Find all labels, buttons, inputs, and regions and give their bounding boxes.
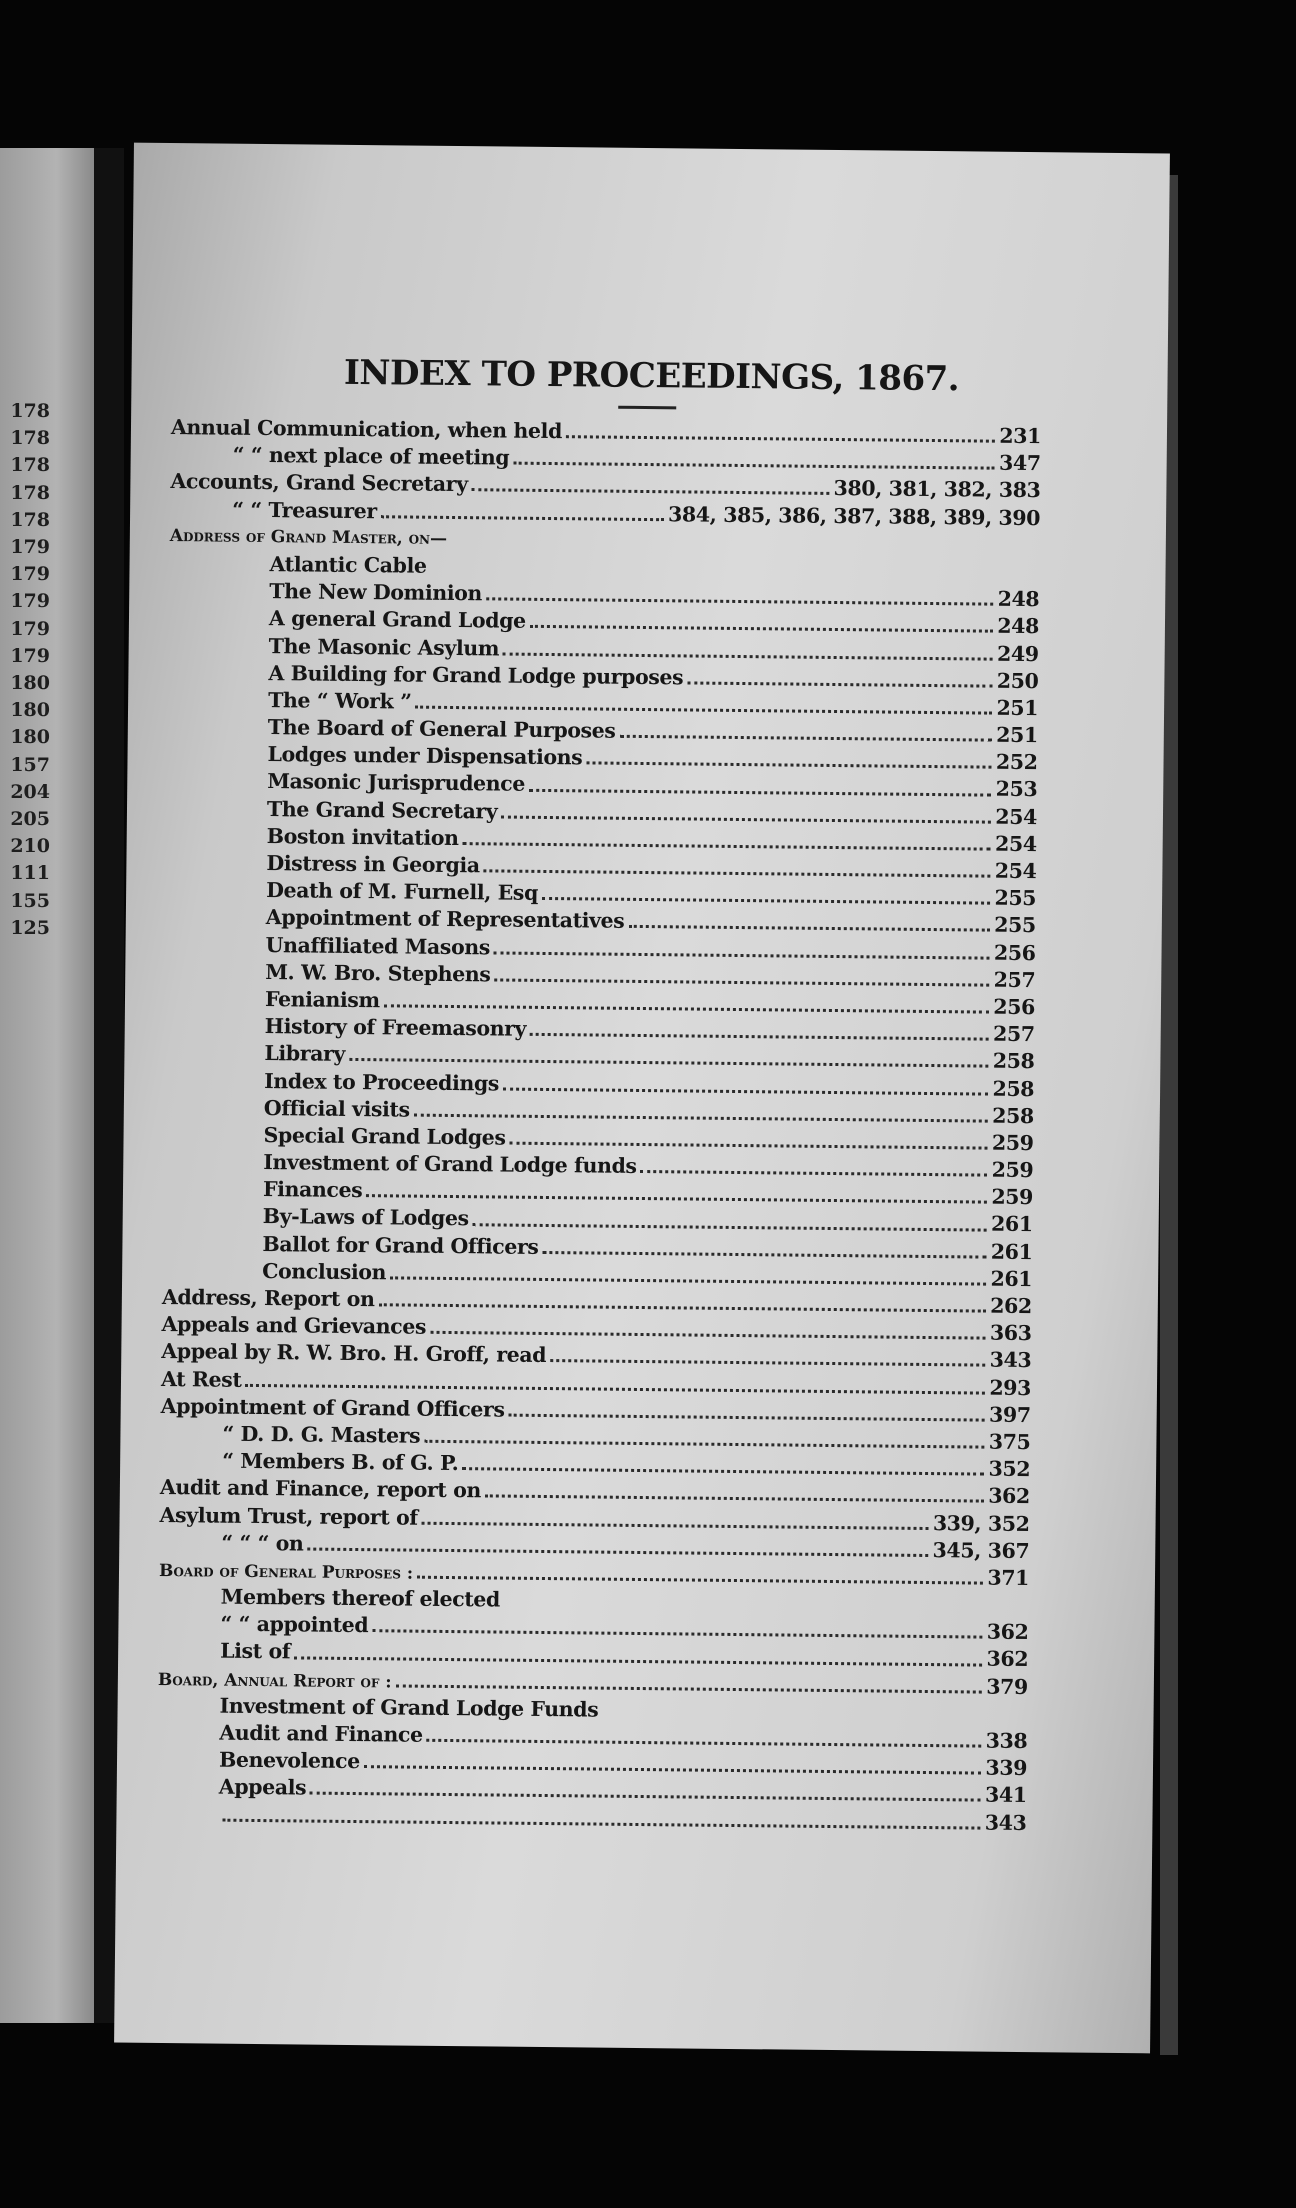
index-entry-label: Appeals and Grievances: [161, 1312, 427, 1339]
index-entry-page: 248: [997, 586, 1040, 612]
index-entry-page: 258: [992, 1076, 1035, 1101]
dot-leader: [484, 869, 991, 877]
index-entry-label: “ D. D. G. Masters: [222, 1421, 421, 1448]
dot-leader: [414, 1113, 989, 1122]
left-page-number: 178: [10, 454, 50, 477]
index-entry-label: Death of M. Furnell, Esq: [266, 878, 539, 906]
index-entry-page: 259: [991, 1157, 1034, 1183]
dot-leader: [349, 1058, 989, 1068]
index-entry-label: Index to Proceedings: [264, 1068, 500, 1096]
index-entry-label: Ballot for Grand Officers: [262, 1231, 539, 1259]
dot-leader: [566, 435, 995, 442]
index-entry-label: Masonic Jurisprudence: [267, 769, 526, 797]
dot-leader: [416, 706, 993, 715]
index-entry-label: Unaffiliated Masons: [265, 932, 491, 959]
index-entry-label: Appointment of Grand Officers: [160, 1393, 505, 1422]
dot-leader: [687, 681, 993, 687]
index-entry-page: 254: [994, 831, 1037, 856]
dot-leader: [508, 1413, 985, 1421]
dot-leader: [641, 1170, 988, 1177]
dot-leader: [431, 571, 1036, 577]
dot-leader: [628, 925, 990, 932]
dot-leader: [503, 652, 993, 660]
dot-leader: [451, 544, 1036, 550]
index-entry-label: Distress in Georgia: [266, 851, 480, 878]
index-entry-page: 262: [990, 1293, 1032, 1319]
index-entry-page: 341: [985, 1783, 1027, 1808]
dot-leader: [417, 1576, 983, 1585]
index-entry-label: Accounts, Grand Secretary: [170, 469, 468, 497]
dot-leader: [384, 1004, 990, 1013]
index-entry-page: 362: [988, 1483, 1030, 1509]
index-entry-label: “ “ next place of meeting: [232, 442, 510, 470]
dot-leader: [504, 1605, 1025, 1610]
dot-leader: [501, 815, 991, 823]
dot-leader: [378, 1303, 986, 1312]
dot-leader: [463, 842, 992, 851]
dot-leader: [462, 1467, 984, 1475]
index-entry-page: 384, 385, 386, 387, 388, 389, 390: [667, 501, 1041, 530]
dot-leader: [430, 1331, 986, 1340]
index-entry-page: 259: [991, 1184, 1034, 1210]
dot-leader: [485, 1495, 984, 1503]
index-entry-page: 259: [991, 1130, 1034, 1155]
index-entry-label: Audit and Finance: [219, 1720, 423, 1747]
left-page-number: 180: [10, 699, 50, 722]
dot-leader: [602, 1715, 1023, 1719]
index-entry-label: At Rest: [160, 1366, 242, 1392]
index-entry-label: “ Members B. of G. P.: [222, 1448, 459, 1476]
index-entry-label: Address, Report on: [161, 1284, 375, 1312]
index-entry-page: 375: [988, 1429, 1031, 1455]
left-page-number: 180: [10, 726, 50, 749]
index-entry-label: List of: [220, 1639, 291, 1664]
title-rule: [618, 406, 676, 410]
index-entry-label: “ “ appointed: [220, 1611, 369, 1638]
index-entry-label: Appeals: [218, 1774, 307, 1800]
index-entry-page: 256: [993, 940, 1036, 965]
left-page-number: 179: [10, 536, 50, 559]
index-entry-label: Atlantic Cable: [269, 552, 427, 578]
index-entry-label: Appointment of Representatives: [265, 905, 625, 934]
index-entry-page: 250: [996, 668, 1039, 693]
index-entry-label: Library: [264, 1041, 346, 1067]
left-page-number: 180: [10, 672, 50, 695]
index-entry-label: The Masonic Asylum: [268, 633, 500, 660]
left-page-number: 205: [10, 808, 50, 831]
index-entry-label: Annual Communication, when held: [170, 415, 563, 444]
left-page-number: 179: [10, 563, 50, 586]
dot-leader: [310, 1792, 981, 1802]
dot-leader: [390, 1276, 986, 1285]
index-entry-page: 261: [990, 1239, 1033, 1264]
dot-leader: [530, 1033, 989, 1041]
dot-leader: [364, 1765, 982, 1774]
index-entry-label: A Building for Grand Lodge purposes: [268, 660, 684, 690]
index-entry-label: “ “ “ on: [221, 1530, 304, 1556]
index-entry-page: 352: [988, 1456, 1031, 1482]
dot-leader: [509, 1142, 987, 1150]
dot-leader: [396, 1684, 983, 1693]
index-entry-label: Special Grand Lodges: [263, 1122, 506, 1150]
index-entry-page: 254: [994, 858, 1037, 884]
dot-leader: [503, 1087, 989, 1095]
index-entry-label: Asylum Trust, report of: [159, 1502, 418, 1530]
index-page: [114, 143, 1170, 2054]
left-page-number: 155: [10, 889, 50, 912]
index-entry-label: Official visits: [263, 1095, 410, 1122]
index-entry-label: Investment of Grand Lodge Funds: [219, 1693, 599, 1722]
index-entry-page: 261: [990, 1212, 1033, 1237]
index-entry-page: 251: [996, 722, 1038, 748]
dot-leader: [550, 1360, 986, 1368]
index-entry-page: 255: [994, 913, 1036, 938]
dot-leader: [427, 1739, 982, 1748]
index-entry-page: 338: [985, 1728, 1028, 1754]
dot-leader: [542, 1251, 986, 1259]
index-entry-page: 397: [988, 1402, 1031, 1427]
index-entry-page: 362: [986, 1619, 1029, 1645]
dot-leader: [513, 462, 995, 470]
page-title: INDEX TO PROCEEDINGS, 1867.: [343, 352, 960, 400]
index-entry-label: Audit and Finance, report on: [159, 1475, 482, 1503]
index-entry-page: 339: [985, 1755, 1028, 1781]
left-page-number: 178: [10, 400, 50, 422]
left-page-number: 111: [10, 862, 50, 885]
index-entry-label: The Grand Secretary: [266, 796, 498, 824]
index-entry-label: Finances: [262, 1177, 363, 1203]
index-content: [156, 351, 1041, 1837]
left-page-number: 157: [10, 753, 50, 776]
index-entry-label: Investment of Grand Lodge funds: [263, 1150, 637, 1179]
index-entry-page: 258: [992, 1103, 1034, 1128]
index-entry-page: 254: [995, 804, 1038, 829]
index-entry-label: A general Grand Lodge: [268, 606, 526, 634]
left-page-number: 179: [10, 644, 50, 667]
left-page-number: 125: [10, 916, 50, 939]
index-entry-page: 379: [986, 1674, 1028, 1699]
index-entry-label: The Board of General Purposes: [267, 715, 616, 743]
dot-leader: [245, 1384, 985, 1395]
left-page-edge: [0, 148, 94, 2023]
index-section-heading: Board, Annual Report of :: [157, 1669, 392, 1693]
dot-leader: [494, 978, 989, 986]
index-entry-label: Fenianism: [264, 986, 380, 1013]
left-page-number: 178: [10, 508, 50, 531]
index-entry-page: 248: [997, 614, 1040, 639]
left-page-number: 178: [10, 427, 50, 450]
index-entry-page: 345, 367: [932, 1537, 1030, 1563]
index-list: [156, 414, 1041, 1837]
index-entry-label: M. W. Bro. Stephens: [265, 959, 491, 987]
left-page-page-numbers: [10, 398, 50, 942]
index-entry-label: “ “ Treasurer: [232, 497, 377, 523]
index-entry-label: History of Freemasonry: [264, 1014, 527, 1041]
index-entry-label: By-Laws of Lodges: [262, 1204, 469, 1231]
dot-leader: [486, 598, 994, 606]
index-entry-page: 343: [989, 1348, 1032, 1373]
index-entry-label: Lodges under Dispensations: [267, 742, 583, 770]
index-entry-label: Boston invitation: [266, 823, 459, 850]
index-entry-page: 249: [996, 641, 1039, 666]
dot-leader: [586, 762, 992, 769]
left-page-number: 210: [10, 835, 50, 858]
left-page-number: 179: [10, 617, 50, 640]
index-entry-page: 256: [993, 994, 1036, 1020]
index-entry-page: 343: [984, 1810, 1027, 1835]
dot-leader: [529, 788, 992, 796]
dot-leader: [372, 1630, 983, 1639]
index-entry-page: 258: [992, 1048, 1035, 1074]
dot-leader: [494, 951, 990, 959]
index-entry-label: Appeal by R. W. Bro. H. Groff, read: [161, 1339, 547, 1368]
index-entry-page: 363: [989, 1320, 1032, 1346]
index-section-heading: Board of General Purposes :: [158, 1560, 414, 1584]
dot-leader: [222, 1818, 980, 1829]
index-entry-page: 293: [989, 1375, 1032, 1400]
dot-leader: [294, 1656, 982, 1666]
index-entry-label: The New Dominion: [269, 579, 483, 606]
index-entry-page: 253: [995, 777, 1038, 802]
index-entry-label: Members thereof elected: [220, 1584, 501, 1612]
index-entry-label: Conclusion: [262, 1258, 387, 1285]
index-entry-page: 252: [995, 749, 1038, 775]
index-entry-page: 231: [999, 423, 1042, 449]
dot-leader: [307, 1547, 928, 1557]
left-page-number: 204: [10, 780, 50, 803]
index-entry-page: 347: [998, 450, 1041, 476]
dot-leader: [530, 625, 994, 633]
index-entry-page: 339, 352: [932, 1510, 1030, 1536]
index-entry-label: Benevolence: [218, 1747, 360, 1774]
dot-leader: [542, 897, 991, 905]
index-section-heading: Address of Grand Master, on—: [169, 525, 448, 549]
index-entry-page: 255: [994, 885, 1037, 911]
index-entry-page: 380, 381, 382, 383: [833, 476, 1041, 503]
left-page-number: 178: [10, 481, 50, 504]
index-entry-page: 261: [990, 1266, 1033, 1291]
dot-leader: [424, 1440, 985, 1449]
dot-leader: [472, 489, 830, 496]
index-entry-page: 257: [993, 967, 1036, 992]
index-entry-page: 371: [987, 1565, 1030, 1590]
dot-leader: [422, 1521, 929, 1529]
dot-leader: [381, 515, 664, 521]
index-entry-label: The “ Work ”: [268, 687, 412, 714]
left-page-number: 179: [10, 590, 50, 613]
dot-leader: [473, 1223, 987, 1231]
dot-leader: [619, 735, 992, 742]
index-entry-page: 257: [992, 1021, 1035, 1047]
index-entry-page: 251: [996, 695, 1039, 721]
dot-leader: [366, 1194, 987, 1204]
index-entry-page: 362: [986, 1647, 1029, 1672]
